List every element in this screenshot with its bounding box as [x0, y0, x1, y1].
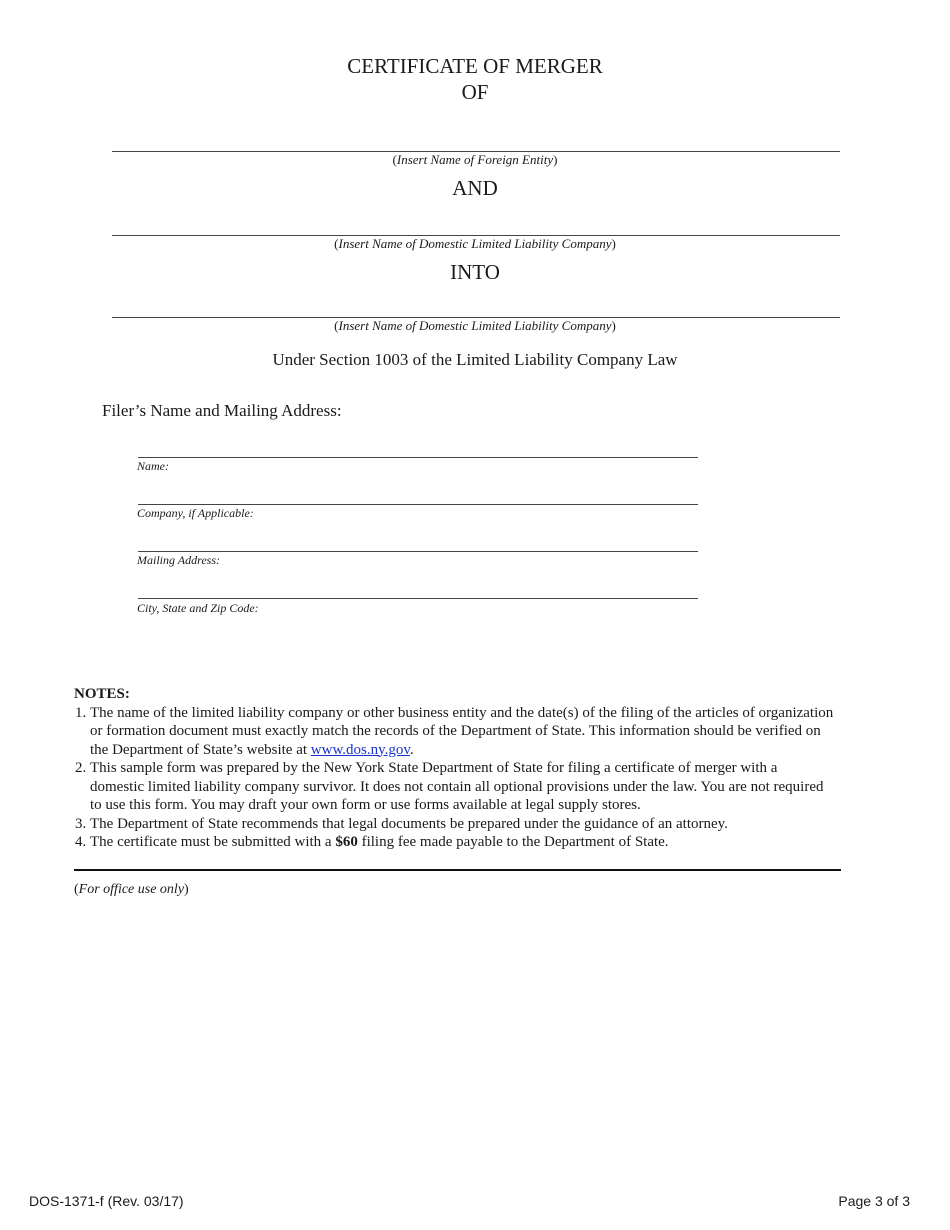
filer-mailing-line[interactable]: [138, 551, 698, 552]
survivor-llc-caption-text: Insert Name of Domestic Limited Liability Company: [338, 318, 612, 333]
office-divider: [74, 869, 841, 871]
dos-website-link[interactable]: www.dos.ny.gov: [310, 741, 410, 758]
page-number: Page 3 of 3: [838, 1193, 910, 1209]
notes-title: NOTES:: [74, 686, 130, 702]
note-1-text: The name of the limited liability company or other business entity and the date(s) of the filing of the articles of organization or formation document must exactly match the records of the Department of State. This information should be verified on the Department of State’s website at: [90, 704, 834, 758]
foreign-entity-caption-text: Insert Name of Foreign Entity: [396, 152, 554, 167]
filer-city-label: City, State and Zip Code:: [137, 601, 259, 615]
filer-name-label: Name:: [137, 459, 169, 473]
of-label: OF: [461, 80, 489, 104]
filing-fee: $60: [335, 834, 358, 850]
notes-list: [74, 704, 834, 852]
notes-section: [74, 685, 834, 852]
document-title: CERTIFICATE OF MERGER: [347, 54, 603, 78]
filer-mailing-label: Mailing Address:: [137, 553, 220, 567]
note-1-end: .: [409, 741, 414, 758]
note-item-4: [90, 833, 834, 852]
survivor-llc-caption: (Insert Name of Domestic Limited Liability Company): [334, 318, 616, 333]
and-label: AND: [452, 176, 498, 200]
note-4-pre: The certificate must be submitted with a: [90, 834, 336, 850]
office-use-text: For office use only: [78, 882, 185, 897]
note-item-2: 2. This sample form was prepared by the New York State Department of State for filing a certificate of merger with a domestic limited liability company survivor. It does not contain all optional provisions under the law. You are not required to use this form. You may draft your own form or use forms available at legal supply stores.: [90, 759, 834, 815]
domestic-llc-caption: (Insert Name of Domestic Limited Liability Company): [334, 236, 616, 251]
note-4-post: filing fee made payable to the Department of State.: [357, 834, 669, 850]
filer-company-line[interactable]: [138, 504, 698, 505]
filer-city-line[interactable]: [138, 598, 698, 599]
into-label: INTO: [450, 260, 500, 284]
note-item-3: 3. The Department of State recommends that legal documents be prepared under the guidance of an attorney.: [90, 815, 834, 834]
section-reference: Under Section 1003 of the Limited Liability Company Law: [272, 350, 678, 369]
form-id: DOS-1371-f (Rev. 03/17): [29, 1193, 184, 1209]
foreign-entity-caption: (Insert Name of Foreign Entity): [392, 152, 558, 167]
office-use-label: (For office use only): [74, 882, 189, 897]
filer-heading: Filer’s Name and Mailing Address:: [102, 401, 342, 420]
filer-company-label: Company, if Applicable:: [137, 506, 254, 520]
note-item-1: [90, 704, 834, 760]
filer-name-line[interactable]: [138, 457, 698, 458]
domestic-llc-caption-text: Insert Name of Domestic Limited Liability Company: [338, 236, 612, 251]
